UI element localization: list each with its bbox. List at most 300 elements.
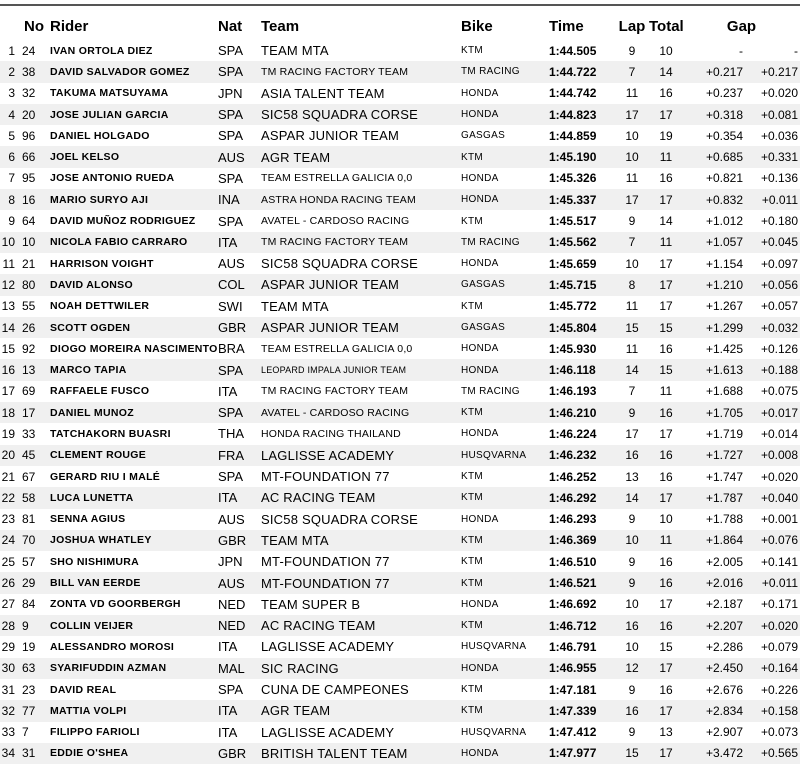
cell-nat: INA [218, 192, 240, 208]
cell-total: 17 [659, 597, 673, 612]
cell-gap2: +0.056 [760, 277, 798, 292]
cell-time: 1:45.326 [549, 171, 597, 186]
cell-time: 1:45.930 [549, 341, 597, 356]
cell-team: TEAM MTA [261, 298, 329, 314]
table-row [0, 296, 800, 317]
cell-nat: SPA [218, 405, 244, 421]
cell-gap2: +0.011 [761, 576, 798, 591]
cell-team: SIC58 SQUADRA CORSE [261, 256, 418, 272]
cell-gap1: +1.613 [705, 363, 743, 378]
cell-gap1: +2.676 [705, 682, 743, 697]
cell-rider: DAVID REAL [50, 683, 117, 696]
cell-nat: NED [218, 618, 246, 634]
cell-rider: IVAN ORTOLA DIEZ [50, 44, 153, 57]
cell-bike: HUSQVARNA [461, 641, 527, 653]
cell-total: 10 [659, 43, 673, 58]
cell-time: 1:45.772 [549, 299, 597, 314]
cell-nat: SPA [218, 64, 244, 80]
cell-rider: NOAH DETTWILER [50, 300, 150, 313]
cell-gap2: +0.073 [760, 725, 798, 740]
cell-bike: TM RACING [461, 385, 520, 397]
cell-total: 11 [659, 384, 673, 399]
cell-team: AVATEL - CARDOSO RACING [261, 406, 410, 419]
cell-total: 16 [659, 171, 673, 186]
cell-no: 63 [22, 661, 36, 676]
cell-total: 16 [659, 86, 673, 101]
cell-team: TEAM ESTRELLA GALICIA 0,0 [261, 172, 413, 185]
cell-gap1: +2.207 [705, 618, 743, 633]
cell-bike: HONDA [461, 258, 499, 270]
cell-time: 1:46.118 [549, 363, 596, 378]
cell-gap1: +0.832 [705, 192, 743, 207]
table-row [0, 168, 800, 189]
cell-lap: 14 [625, 490, 639, 505]
cell-rider: MARCO TAPIA [50, 364, 127, 377]
cell-bike: KTM [461, 151, 484, 163]
cell-bike: KTM [461, 492, 484, 504]
cell-rider: NICOLA FABIO CARRARO [50, 236, 188, 249]
table-row [0, 381, 800, 402]
cell-lap: 15 [625, 746, 639, 761]
cell-total: 16 [659, 618, 673, 633]
cell-gap1: +0.821 [705, 171, 743, 186]
cell-team: AGR TEAM [261, 149, 331, 165]
cell-pos: 14 [1, 320, 15, 335]
cell-total: 11 [659, 533, 673, 548]
cell-rider: DANIEL HOLGADO [50, 129, 150, 142]
table-row [0, 722, 800, 743]
cell-team: TM RACING FACTORY TEAM [261, 385, 409, 398]
cell-time: 1:45.659 [549, 256, 597, 271]
cell-time: 1:46.791 [549, 639, 597, 654]
table-row [0, 40, 800, 61]
cell-no: 24 [22, 43, 36, 58]
cell-rider: MATTIA VOLPI [50, 704, 127, 717]
cell-gap2: +0.081 [760, 107, 798, 122]
cell-bike: KTM [461, 705, 484, 717]
cell-lap: 12 [625, 661, 639, 676]
cell-team: ASIA TALENT TEAM [261, 85, 385, 101]
cell-gap2: +0.180 [760, 214, 798, 229]
cell-lap: 16 [625, 618, 639, 633]
cell-lap: 11 [625, 299, 639, 314]
cell-gap2: +0.188 [760, 363, 798, 378]
cell-bike: HONDA [461, 662, 499, 674]
cell-pos: 5 [8, 128, 15, 143]
cell-lap: 10 [625, 150, 639, 165]
cell-bike: HUSQVARNA [461, 726, 527, 738]
cell-team: LAGLISSE ACADEMY [261, 724, 395, 740]
cell-team: AC RACING TEAM [261, 618, 376, 634]
cell-gap1: +2.907 [705, 725, 743, 740]
cell-gap1: +1.299 [705, 320, 743, 335]
cell-nat: MAL [218, 660, 245, 676]
cell-pos: 15 [1, 341, 15, 356]
cell-lap: 9 [628, 554, 636, 569]
cell-gap1: +1.864 [705, 533, 743, 548]
cell-time: 1:44.742 [549, 86, 597, 101]
cell-no: 64 [22, 214, 36, 229]
cell-team: TM RACING FACTORY TEAM [261, 65, 409, 78]
table-row [0, 210, 800, 231]
cell-nat: COL [218, 277, 245, 293]
cell-no: 95 [22, 171, 36, 186]
cell-gap1: +1.747 [705, 469, 743, 484]
cell-gap1: +1.727 [705, 448, 743, 463]
cell-gap1: +1.788 [705, 512, 743, 527]
cell-pos: 30 [1, 661, 15, 676]
cell-time: 1:45.562 [549, 235, 597, 250]
cell-pos: 2 [8, 64, 15, 79]
cell-team: BRITISH TALENT TEAM [261, 745, 408, 761]
cell-time: 1:46.521 [549, 576, 597, 591]
cell-time: 1:46.292 [549, 490, 597, 505]
cell-lap: 9 [628, 725, 636, 740]
cell-pos: 33 [1, 725, 15, 740]
cell-lap: 7 [628, 235, 636, 250]
cell-nat: SPA [218, 170, 244, 186]
cell-rider: RAFFAELE FUSCO [50, 385, 150, 398]
cell-gap1: +1.787 [705, 490, 743, 505]
cell-total: 16 [659, 405, 673, 420]
table-row [0, 317, 800, 338]
cell-lap: 9 [628, 43, 636, 58]
cell-rider: JOSE ANTONIO RUEDA [50, 172, 175, 185]
cell-rider: GERARD RIU I MALÉ [50, 470, 161, 483]
cell-total: 13 [659, 725, 673, 740]
cell-pos: 22 [1, 490, 15, 505]
cell-no: 23 [22, 682, 36, 697]
cell-nat: SPA [218, 469, 244, 485]
cell-time: 1:45.517 [549, 214, 597, 229]
cell-gap2: +0.020 [760, 86, 798, 101]
table-row [0, 679, 800, 700]
header-bike: Bike [461, 17, 493, 35]
cell-pos: 3 [8, 86, 15, 101]
cell-gap2: +0.014 [760, 426, 798, 441]
cell-gap1: +0.237 [705, 86, 743, 101]
cell-no: 55 [22, 299, 36, 314]
cell-team: MT-FOUNDATION 77 [261, 554, 390, 570]
cell-gap1: +1.210 [705, 277, 743, 292]
header-no: No [24, 17, 44, 35]
cell-gap2: +0.008 [760, 448, 798, 463]
cell-total: 17 [659, 107, 673, 122]
cell-gap1: +2.286 [705, 639, 743, 654]
header-pos [0, 12, 21, 40]
cell-time: 1:47.339 [549, 703, 597, 718]
cell-bike: HONDA [461, 598, 499, 610]
cell-gap2: +0.020 [760, 618, 798, 633]
cell-pos: 28 [1, 618, 15, 633]
cell-rider: EDDIE O'SHEA [50, 747, 129, 760]
table-row [0, 338, 800, 359]
cell-no: 66 [22, 150, 36, 165]
cell-pos: 34 [1, 746, 15, 761]
cell-total: 17 [659, 299, 673, 314]
cell-no: 70 [22, 533, 36, 548]
cell-team: LAGLISSE ACADEMY [261, 639, 395, 655]
cell-gap2: +0.076 [760, 533, 798, 548]
cell-pos: 11 [2, 256, 15, 271]
cell-gap1: +2.016 [705, 576, 743, 591]
cell-no: 17 [22, 405, 36, 420]
cell-rider: CLEMENT ROUGE [50, 449, 147, 462]
cell-bike: KTM [461, 684, 484, 696]
cell-nat: SPA [218, 128, 244, 144]
cell-lap: 9 [628, 682, 636, 697]
cell-gap1: +0.217 [705, 64, 743, 79]
cell-total: 14 [659, 64, 673, 79]
cell-gap2: +0.158 [760, 703, 798, 718]
cell-rider: ALESSANDRO MOROSI [50, 640, 175, 653]
cell-team: LAGLISSE ACADEMY [261, 447, 395, 463]
cell-gap2: +0.017 [760, 405, 798, 420]
cell-time: 1:46.510 [549, 554, 597, 569]
cell-nat: ITA [218, 703, 238, 719]
cell-gap1: +1.154 [705, 256, 743, 271]
cell-team: TEAM SUPER B [261, 596, 361, 612]
cell-total: 15 [659, 363, 673, 378]
cell-lap: 10 [625, 639, 639, 654]
cell-no: 20 [22, 107, 36, 122]
cell-rider: COLLIN VEIJER [50, 619, 134, 632]
cell-total: 16 [659, 341, 673, 356]
cell-no: 67 [22, 469, 36, 484]
cell-pos: 8 [8, 192, 15, 207]
cell-pos: 7 [8, 171, 15, 186]
cell-nat: THA [218, 426, 244, 442]
cell-lap: 7 [628, 64, 636, 79]
cell-total: 17 [659, 277, 673, 292]
cell-team: TEAM MTA [261, 43, 329, 59]
cell-rider: SYARIFUDDIN AZMAN [50, 662, 167, 675]
cell-time: 1:46.224 [549, 426, 597, 441]
cell-lap: 10 [625, 256, 639, 271]
cell-gap2: +0.331 [760, 150, 798, 165]
cell-no: 80 [22, 277, 36, 292]
cell-gap1: +1.057 [705, 235, 743, 250]
cell-gap1: +0.318 [705, 107, 743, 122]
cell-nat: AUS [218, 149, 245, 165]
cell-nat: SPA [218, 682, 244, 698]
cell-nat: GBR [218, 320, 247, 335]
cell-bike: HONDA [461, 428, 499, 440]
cell-team: AC RACING TEAM [261, 490, 376, 506]
cell-no: 21 [22, 256, 36, 271]
cell-nat: GBR [218, 532, 247, 548]
cell-pos: 19 [1, 426, 15, 441]
cell-rider: JOEL KELSO [50, 151, 120, 164]
cell-total: 16 [659, 448, 673, 463]
table-row [0, 83, 800, 104]
cell-no: 33 [22, 426, 36, 441]
cell-gap1: +1.012 [705, 214, 743, 229]
cell-lap: 9 [628, 405, 636, 420]
cell-time: 1:45.337 [549, 192, 597, 207]
cell-bike: GASGAS [461, 322, 506, 333]
cell-time: 1:47.181 [549, 682, 597, 697]
cell-no: 29 [22, 576, 36, 591]
cell-team: TM RACING FACTORY TEAM [261, 236, 409, 249]
cell-total: 15 [659, 639, 673, 654]
cell-bike: GASGAS [461, 279, 506, 291]
cell-bike: KTM [461, 300, 484, 312]
cell-total: 17 [659, 256, 673, 271]
cell-gap2: +0.164 [760, 661, 798, 676]
cell-no: 7 [22, 725, 29, 740]
cell-team: TEAM ESTRELLA GALICIA 0,0 [261, 342, 413, 355]
cell-time: 1:46.712 [549, 618, 597, 633]
table-row [0, 125, 800, 146]
table-row [0, 274, 800, 295]
cell-nat: ITA [218, 724, 238, 740]
cell-team: LEOPARD IMPALA JUNIOR TEAM [261, 365, 407, 376]
cell-time: 1:45.190 [549, 150, 597, 165]
cell-total: 11 [659, 235, 673, 250]
cell-bike: KTM [461, 556, 484, 568]
cell-no: 69 [22, 384, 36, 399]
cell-lap: 9 [628, 576, 636, 591]
cell-lap: 13 [625, 469, 639, 484]
cell-gap2: +0.565 [760, 746, 798, 761]
cell-team: AVATEL - CARDOSO RACING [261, 215, 410, 228]
cell-nat: JPN [218, 85, 243, 101]
cell-pos: 9 [8, 214, 15, 229]
header-team: Team [261, 17, 300, 35]
cell-team: MT-FOUNDATION 77 [261, 469, 390, 485]
cell-lap: 8 [628, 277, 636, 292]
cell-time: 1:46.232 [549, 448, 597, 463]
cell-time: 1:44.859 [549, 128, 597, 143]
cell-time: 1:46.252 [549, 469, 597, 484]
cell-bike: KTM [461, 577, 484, 589]
cell-bike: KTM [461, 471, 484, 483]
cell-rider: DIOGO MOREIRA NASCIMENTO [50, 342, 218, 355]
cell-rider: BILL VAN EERDE [50, 577, 141, 590]
cell-nat: NED [218, 596, 246, 612]
cell-gap2: +0.036 [760, 128, 798, 143]
cell-pos: 29 [1, 639, 15, 654]
cell-gap1: +2.450 [705, 661, 743, 676]
table-row [0, 466, 800, 487]
cell-rider: DAVID ALONSO [50, 278, 133, 291]
cell-bike: KTM [461, 534, 484, 546]
cell-gap1: +1.719 [705, 426, 743, 441]
cell-lap: 11 [625, 341, 639, 356]
cell-time: 1:45.804 [549, 320, 597, 335]
cell-lap: 14 [625, 363, 639, 378]
cell-gap1: +0.354 [705, 128, 743, 143]
cell-time: 1:44.722 [549, 64, 597, 79]
cell-lap: 10 [625, 533, 639, 548]
cell-pos: 24 [1, 533, 15, 548]
cell-rider: ZONTA VD GOORBERGH [50, 598, 181, 611]
cell-lap: 7 [628, 384, 636, 399]
classification-table [0, 12, 800, 764]
cell-bike: HONDA [461, 364, 499, 376]
cell-bike: TM RACING [461, 66, 520, 78]
table-row [0, 61, 800, 82]
table-body [0, 40, 800, 764]
table-row [0, 530, 800, 551]
cell-time: 1:47.977 [549, 746, 597, 761]
cell-nat: JPN [218, 554, 243, 570]
cell-time: 1:46.692 [549, 597, 597, 612]
table-row [0, 253, 800, 274]
cell-lap: 17 [625, 426, 639, 441]
cell-gap2: +0.075 [760, 384, 798, 399]
header-rider: Rider [50, 17, 89, 35]
cell-total: 19 [659, 128, 673, 143]
cell-bike: HONDA [461, 747, 499, 759]
cell-team: ASPAR JUNIOR TEAM [261, 320, 399, 335]
cell-team: SIC RACING [261, 660, 339, 676]
cell-no: 38 [22, 64, 36, 79]
cell-team: SIC58 SQUADRA CORSE [261, 107, 418, 123]
table-row [0, 359, 800, 380]
cell-lap: 9 [628, 512, 636, 527]
cell-pos: 31 [1, 682, 15, 697]
cell-rider: JOSHUA WHATLEY [50, 534, 152, 547]
cell-nat: SWI [218, 298, 243, 314]
cell-nat: SPA [218, 213, 244, 229]
table-row [0, 232, 800, 253]
cell-total: 10 [659, 512, 673, 527]
cell-no: 58 [22, 490, 36, 505]
cell-gap2: +0.226 [760, 682, 798, 697]
cell-rider: DAVID MUÑOZ RODRIGUEZ [50, 215, 196, 228]
cell-total: 11 [659, 150, 673, 165]
cell-time: 1:44.505 [549, 43, 597, 58]
cell-no: 84 [22, 597, 36, 612]
cell-rider: HARRISON VOIGHT [50, 257, 154, 270]
cell-team: SIC58 SQUADRA CORSE [261, 511, 418, 527]
table-row [0, 423, 800, 444]
cell-rider: TATCHAKORN BUASRI [50, 427, 171, 440]
cell-gap1: +1.267 [705, 299, 743, 314]
cell-no: 57 [22, 554, 36, 569]
cell-total: 16 [659, 682, 673, 697]
cell-pos: 26 [1, 576, 15, 591]
cell-gap2: +0.001 [760, 512, 798, 527]
cell-no: 77 [22, 703, 36, 718]
cell-nat: GBR [218, 745, 247, 761]
cell-total: 16 [659, 576, 673, 591]
cell-gap2: +0.032 [760, 320, 798, 335]
cell-pos: 12 [1, 277, 15, 292]
header-time: Time [549, 17, 584, 35]
cell-lap: 9 [628, 214, 636, 229]
cell-rider: TAKUMA MATSUYAMA [50, 87, 169, 100]
cell-total: 17 [659, 746, 673, 761]
cell-nat: AUS [218, 575, 245, 591]
cell-team: MT-FOUNDATION 77 [261, 575, 390, 591]
cell-time: 1:46.210 [549, 405, 597, 420]
cell-no: 26 [22, 320, 36, 335]
cell-pos: 23 [1, 512, 15, 527]
cell-nat: SPA [218, 43, 244, 59]
cell-pos: 10 [1, 235, 15, 250]
cell-pos: 6 [8, 150, 15, 165]
cell-gap1: +2.005 [705, 554, 743, 569]
cell-time: 1:46.369 [549, 533, 597, 548]
cell-total: 17 [659, 703, 673, 718]
cell-lap: 10 [625, 597, 639, 612]
cell-lap: 10 [625, 128, 639, 143]
header-row [0, 12, 800, 40]
table-row [0, 700, 800, 721]
